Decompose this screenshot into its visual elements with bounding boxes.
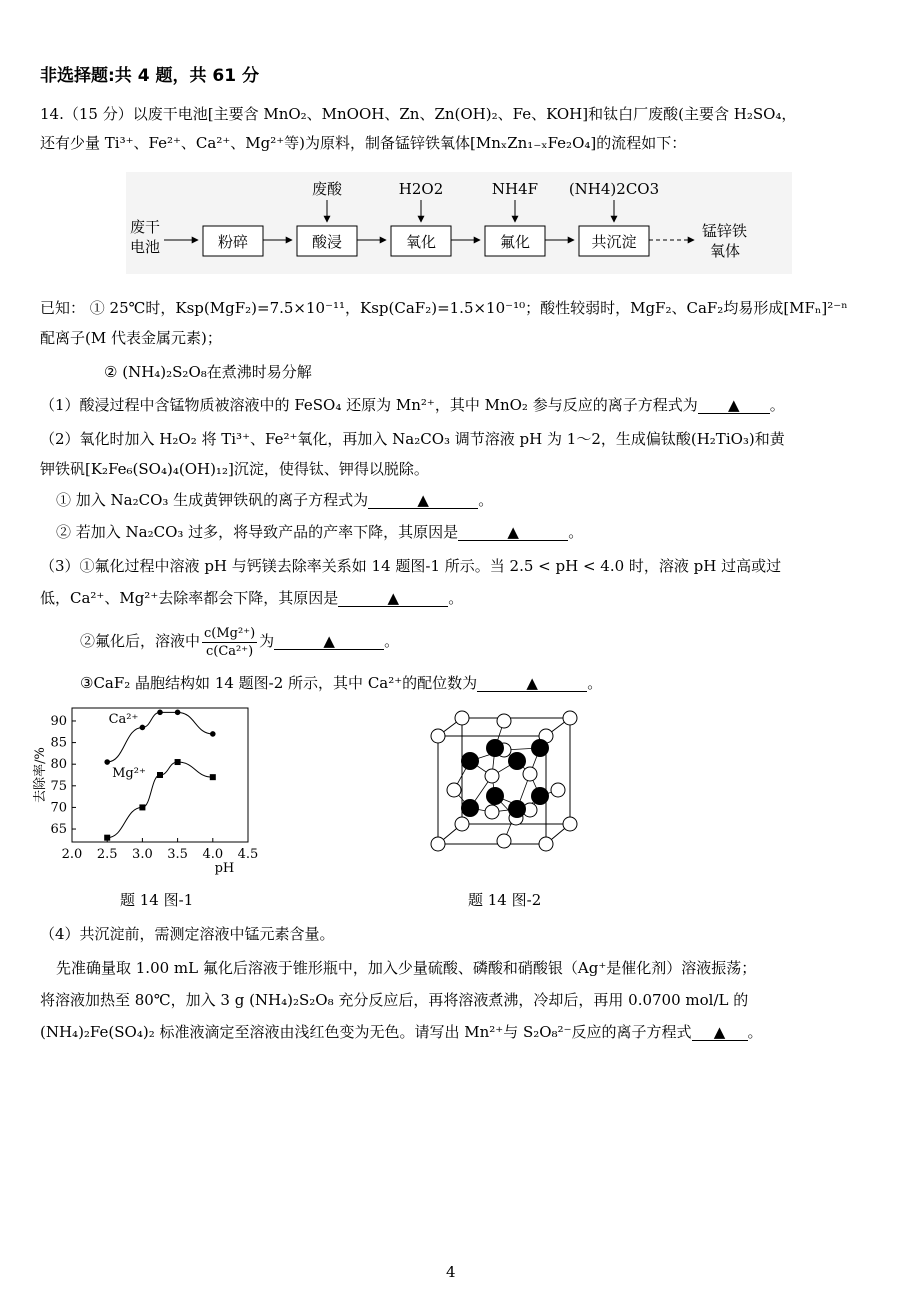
flow-input-line1: 废干: [130, 218, 161, 236]
question-1: [40, 395, 785, 415]
ion-filled: [508, 800, 526, 818]
answer-blank[interactable]: ▲: [477, 675, 587, 692]
period: 。: [478, 491, 494, 509]
question-3-line1: （3）①氟化过程中溶液 pH 与钙镁去除率关系如 14 题图-1 所示。当 2.5 < pH < 4.0 时，溶液 pH 过高或过: [40, 557, 782, 575]
ion-filled: [461, 752, 479, 770]
figure-1-caption: 题 14 图-1: [120, 891, 194, 909]
flow-output-line1: 锰锌铁: [702, 222, 748, 240]
known-line3: ② (NH₄)₂S₂O₈在煮沸时易分解: [104, 363, 312, 381]
question-text: (NH₄)₂Fe(SO₄)₂ 标准液滴定至溶液由浅红色变为无色。请写出 Mn²⁺与 S₂O₈²⁻反应的离子方程式: [40, 1023, 692, 1041]
period: 。: [769, 396, 785, 414]
ratio-denominator: c(Ca²⁺): [205, 643, 254, 659]
x-axis-label: pH: [214, 861, 235, 876]
period: 。: [448, 589, 464, 607]
ion-filled: [531, 739, 549, 757]
flow-reagent-label: (NH4)2CO3: [568, 180, 660, 198]
caf2-unit-cell-diagram: [420, 706, 590, 861]
ion-open: [455, 711, 469, 725]
ion-filled: [486, 739, 504, 757]
ion-open: [431, 729, 445, 743]
period: 。: [384, 632, 400, 650]
question-4-line2: 先准确量取 1.00 mL 氟化后溶液于锥形瓶中，加入少量硫酸、磷酸和硝酸银（Ag⁺是催化剂）溶液振荡；: [56, 959, 757, 977]
process-flow-diagram: [126, 170, 806, 280]
flow-step-label: 粉碎: [217, 233, 249, 251]
data-point: [139, 804, 145, 810]
data-point: [210, 731, 216, 737]
answer-blank[interactable]: ▲: [692, 1024, 748, 1041]
data-point: [157, 710, 163, 716]
ion-filled: [461, 799, 479, 817]
question-2-line1: （2）氧化时加入 H₂O₂ 将 Ti³⁺、Fe²⁺氧化，再加入 Na₂CO₃ 调节溶液 pH 为 1～2，生成偏钛酸(H₂TiO₃)和黄: [40, 430, 785, 448]
ion-filled: [508, 752, 526, 770]
data-point: [104, 759, 110, 765]
removal-rate-chart: [30, 700, 280, 885]
ion-open: [563, 817, 577, 831]
ion-open: [485, 805, 499, 819]
question-2-1: [56, 490, 493, 510]
question-text: ② 若加入 Na₂CO₃ 过多，将导致产品的产率下降，其原因是: [56, 523, 459, 541]
y-tick-label: 65: [50, 822, 67, 838]
q14-intro-line1: 14.（15 分）以废干电池[主要含 MnO₂、MnOOH、Zn、Zn(OH)₂、Fe、KOH]和钛白厂废酸(主要含 H₂SO₄，: [40, 105, 797, 123]
concentration-ratio: [202, 625, 257, 660]
ion-filled: [486, 787, 504, 805]
ion-open: [485, 769, 499, 783]
x-tick-label: 4.5: [237, 847, 259, 862]
data-point: [175, 759, 181, 765]
answer-blank[interactable]: ▲: [458, 524, 568, 541]
question-2-2: [56, 522, 583, 542]
ion-open: [539, 837, 553, 851]
period: 。: [587, 674, 603, 692]
question-text: （1）酸浸过程中含锰物质被溶液中的 FeSO₄ 还原为 Mn²⁺，其中 MnO₂ 参与反应的离子方程式为: [40, 396, 698, 414]
x-tick-label: 3.5: [167, 847, 188, 862]
data-point: [104, 835, 110, 841]
flow-step-label: 共沉淀: [591, 233, 637, 251]
answer-blank[interactable]: ▲: [698, 397, 770, 414]
figure-2-caption: 题 14 图-2: [468, 891, 542, 909]
known-line2: 配离子(M 代表金属元素)；: [40, 329, 222, 347]
flow-reagent-label: 废酸: [311, 180, 343, 198]
ion-open: [551, 783, 565, 797]
x-tick-label: 3.0: [132, 847, 153, 862]
series-label: Mg²⁺: [112, 766, 146, 782]
y-tick-label: 80: [50, 757, 67, 773]
ion-open: [455, 817, 469, 831]
flow-reagent-label: NH4F: [491, 180, 539, 198]
answer-blank[interactable]: ▲: [338, 590, 448, 607]
y-axis-label: 去除率/%: [33, 747, 48, 803]
ion-open: [431, 837, 445, 851]
ion-open: [447, 783, 461, 797]
section-heading: 非选择题:共 4 题，共 61 分: [40, 66, 259, 86]
y-tick-label: 70: [50, 800, 67, 816]
x-tick-label: 2.5: [96, 847, 118, 862]
x-tick-label: 2.0: [61, 847, 83, 862]
ion-filled: [531, 787, 549, 805]
data-point: [140, 725, 146, 731]
question-4-line3: 将溶液加热至 80℃，加入 3 g (NH₄)₂S₂O₈ 充分反应后，再将溶液煮沸，冷却后，再用 0.0700 mol/L 的: [40, 991, 749, 1009]
series-label: Ca²⁺: [108, 712, 139, 728]
flow-reagent-label: H2O2: [398, 180, 444, 198]
ion-open: [497, 834, 511, 848]
question-text: ③CaF₂ 晶胞结构如 14 题图-2 所示，其中 Ca²⁺的配位数为: [80, 674, 478, 692]
ion-open: [563, 711, 577, 725]
question-3-line2: [40, 588, 463, 608]
period: 。: [747, 1023, 763, 1041]
flow-input-line2: 电池: [130, 238, 161, 256]
flow-output-line2: 氧体: [710, 242, 741, 260]
y-tick-label: 75: [50, 778, 67, 794]
ratio-numerator: c(Mg²⁺): [204, 625, 256, 641]
page-number: 4: [446, 1263, 456, 1281]
question-2-line2: 钾铁矾[K₂Fe₆(SO₄)₄(OH)₁₂]沉淀，使得钛、钾得以脱除。: [40, 460, 429, 478]
data-point: [157, 772, 163, 778]
y-tick-label: 90: [50, 713, 67, 729]
data-point: [175, 710, 181, 716]
question-text: 低，Ca²⁺、Mg²⁺去除率都会下降，其原因是: [40, 589, 339, 607]
flow-background: [126, 172, 792, 274]
question-3-2: [80, 621, 399, 661]
flow-step-label: 氟化: [499, 233, 531, 251]
question-3-3: [80, 673, 602, 693]
question-text: ① 加入 Na₂CO₃ 生成黄钾铁矾的离子方程式为: [56, 491, 369, 509]
flow-step-label: 酸浸: [311, 233, 343, 251]
answer-blank[interactable]: ▲: [274, 633, 384, 650]
y-tick-label: 85: [50, 735, 67, 751]
answer-blank[interactable]: ▲: [368, 492, 478, 509]
x-tick-label: 4.0: [202, 847, 224, 862]
flow-step-label: 氧化: [405, 233, 437, 251]
question-text: ②氟化后，溶液中: [80, 632, 201, 650]
question-4-line1: （4）共沉淀前，需测定溶液中锰元素含量。: [40, 925, 335, 943]
data-point: [210, 774, 216, 780]
period: 。: [568, 523, 584, 541]
ion-open: [497, 714, 511, 728]
known-line1: 已知： ① 25℃时，Ksp(MgF₂)=7.5×10⁻¹¹，Ksp(CaF₂)=1.5×10⁻¹⁰；酸性较弱时，MgF₂、CaF₂均易形成[MFₙ]²⁻ⁿ: [40, 299, 848, 317]
q14-intro-line2: 还有少量 Ti³⁺、Fe²⁺、Ca²⁺、Mg²⁺等)为原料，制备锰锌铁氧体[MnₓZn₁₋ₓFe₂O₄]的流程如下：: [40, 134, 687, 152]
question-4-line4: [40, 1022, 763, 1042]
ion-open: [523, 767, 537, 781]
question-text: 为: [259, 632, 275, 650]
